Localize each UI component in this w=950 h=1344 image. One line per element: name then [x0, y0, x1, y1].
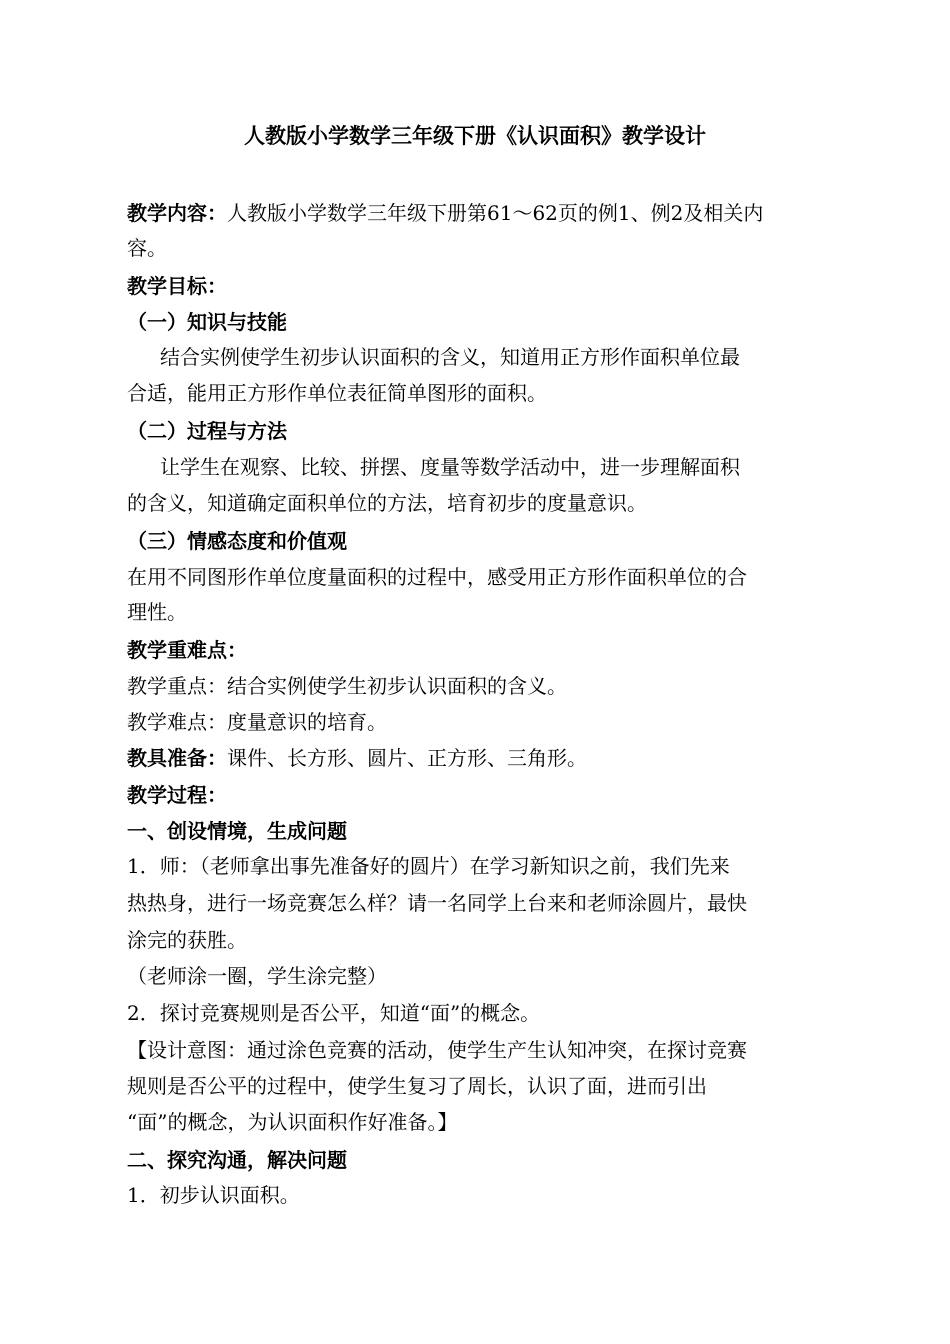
goal-3-text: 在用不同图形作单位度量面积的过程中，感受用正方形作面积单位的合	[127, 565, 747, 589]
section-1-line: 规则是否公平的过程中，使学生复习了周长，认识了面，进而引出	[127, 1074, 707, 1098]
keypoints-heading: 教学重难点：	[127, 638, 247, 662]
section-1-heading: 一、创设情境，生成问题	[127, 819, 347, 843]
page-title: 人教版小学数学三年级下册《认识面积》教学设计	[244, 124, 706, 148]
content-line-2: 容。	[127, 236, 167, 260]
content-line	[127, 200, 763, 226]
goal-2-text-2: 的含义，知道确定面积单位的方法，培育初步的度量意识。	[127, 491, 647, 515]
section-1-line: 涂完的获胜。	[127, 928, 247, 952]
section-2-heading: 二、探究沟通，解决问题	[127, 1148, 347, 1172]
goal-2-text: 让学生在观察、比较、拼摆、度量等数学活动中，进一步理解面积	[160, 455, 740, 479]
tools-label: 教具准备：	[127, 746, 227, 770]
section-2-line: 1．初步认识面积。	[127, 1183, 300, 1207]
section-1-line: （老师涂一圈，学生涂完整）	[127, 964, 387, 988]
goal-2-heading: （二）过程与方法	[127, 419, 287, 443]
tools-line	[127, 745, 587, 771]
goal-3-text-2: 理性。	[127, 600, 187, 624]
goals-heading: 教学目标：	[127, 274, 227, 298]
content-text: 人教版小学数学三年级下册第61～62页的例1、例2及相关内	[227, 201, 764, 225]
goal-3-heading: （三）情感态度和价值观	[127, 529, 347, 553]
tools-text: 课件、长方形、圆片、正方形、三角形。	[227, 746, 587, 770]
section-1-line: 1．师：（老师拿出事先准备好的圆片）在学习新知识之前，我们先来	[127, 854, 730, 878]
keypoint-difficulty: 教学难点：度量意识的培育。	[127, 710, 387, 734]
section-1-line: 热热身，进行一场竞赛怎么样？请一名同学上台来和老师涂圆片，最快	[127, 891, 747, 915]
section-1-line: 2．探讨竞赛规则是否公平，知道“面”的概念。	[127, 1001, 541, 1025]
goal-1-text: 结合实例使学生初步认识面积的含义，知道用正方形作面积单位最	[160, 345, 740, 369]
keypoint-focus: 教学重点：结合实例使学生初步认识面积的含义。	[127, 674, 567, 698]
process-heading: 教学过程：	[127, 783, 227, 807]
content-label: 教学内容：	[127, 201, 227, 225]
goal-1-text-2: 合适，能用正方形作单位表征简单图形的面积。	[127, 381, 547, 405]
section-1-line: 【设计意图：通过涂色竞赛的活动，使学生产生认知冲突，在探讨竞赛	[127, 1038, 747, 1062]
goal-1-heading: （一）知识与技能	[127, 310, 287, 334]
section-1-line: “面”的概念，为认识面积作好准备。】	[127, 1110, 458, 1134]
